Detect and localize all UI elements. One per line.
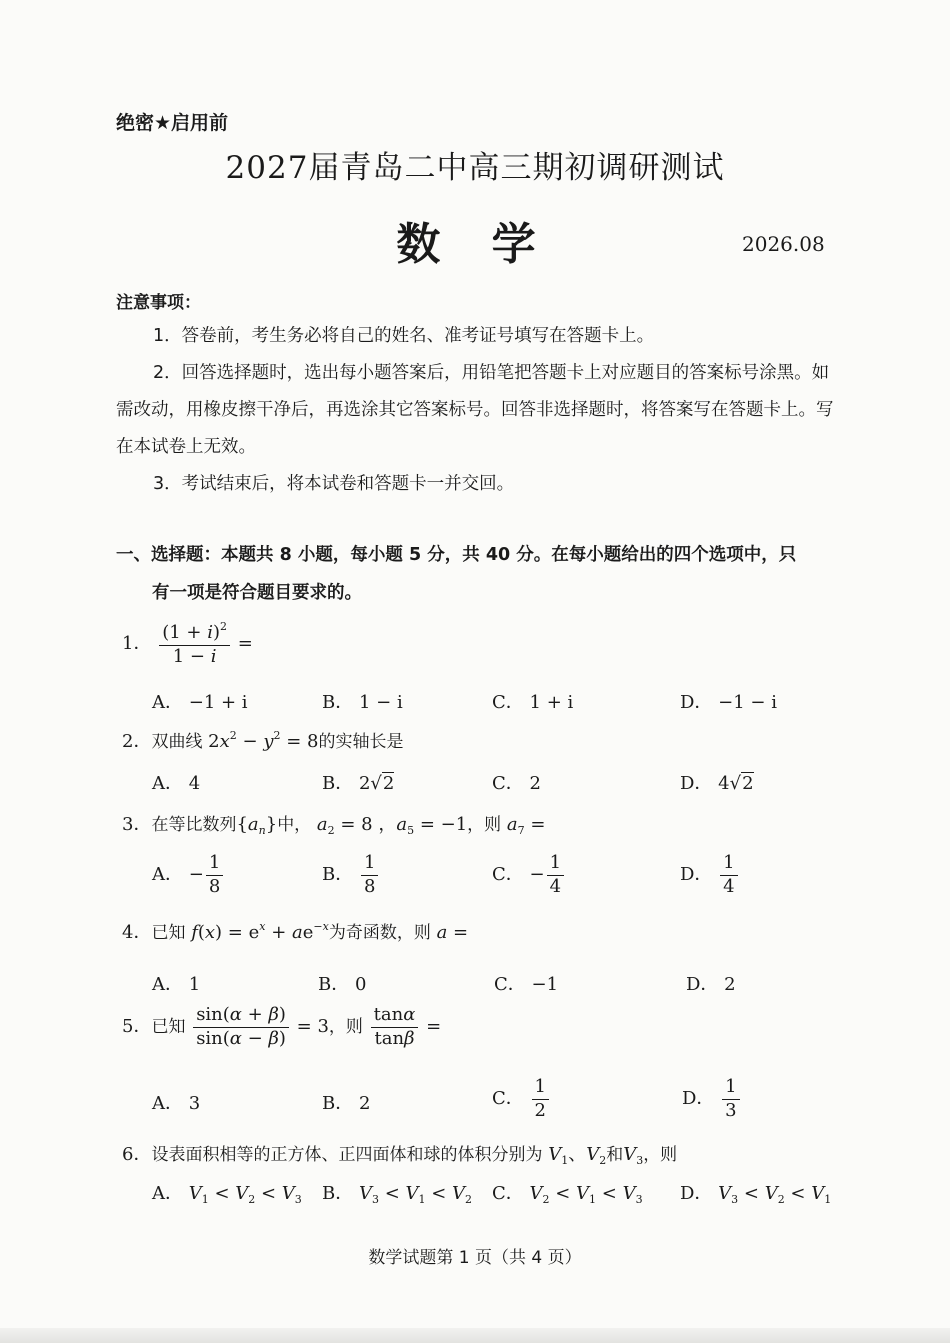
q2-option-a: A． 4: [152, 773, 201, 794]
q5-option-a: A． 3: [152, 1093, 201, 1114]
page-edge-shadow: [0, 1328, 950, 1343]
q4-option-b: B． 0: [318, 974, 367, 995]
q2-option-d: D． 4√2: [680, 773, 754, 794]
exam-date: 2026.08: [742, 232, 825, 256]
q3-option-a: A． − $\frac{1}{8}$: [152, 852, 225, 898]
q3-option-c: C． − $\frac{1}{4}$: [492, 852, 566, 898]
q6-option-b: B． $V_3 < V_1 < V_2$: [322, 1183, 473, 1206]
q6-option-a: A． $V_1 < V_2 < V_3$: [152, 1183, 302, 1206]
subject-title: 数 学: [396, 219, 554, 270]
notice-item-1: 1．答卷前，考生务必将自己的姓名、准考证号填写在答题卡上。: [153, 326, 655, 346]
q6-option-d: D． $V_3 < V_2 < V_1$: [680, 1183, 832, 1206]
exam-title: 2027届青岛二中高三期初调研测试: [225, 150, 725, 186]
q3-option-b: B． $\frac{1}{8}$: [322, 852, 380, 898]
section-line-1: 一、选择题：本题共 8 小题，每小题 5 分，共 40 分。在每小题给出的四个选项中，只: [116, 545, 797, 565]
math-fraction: $\frac{(1 + i)^2}{1 - i}$: [159, 620, 230, 668]
section-line-2: 有一项是符合题目要求的。: [152, 583, 362, 603]
q6-option-c: C． $V_2 < V_1 < V_3$: [492, 1183, 643, 1206]
question-1: 1． $\frac{(1 + i)^2}{1 - i}$ =: [122, 620, 253, 667]
page-footer: 数学试题第 1 页（共 4 页）: [368, 1248, 582, 1268]
q4-option-d: D． 2: [686, 974, 736, 995]
q4-option-c: C． −1: [494, 974, 559, 995]
q1-option-a: A． −1 + i: [152, 692, 248, 713]
question-6: 6．设表面积相等的正方体、正四面体和球的体积分别为 $V_1$、$V_2$和$V_3$，则: [122, 1144, 678, 1167]
q5-option-d: D． $\frac{1}{3}$: [682, 1076, 742, 1122]
confidential-label: 绝密★启用前: [116, 112, 229, 134]
q1-option-b: B． 1 − i: [322, 692, 403, 713]
q1-option-d: D． −1 − i: [680, 692, 777, 713]
question-3: 3．在等比数列$\{a_n\}$中， $a_2 = 8$ ，$a_5 = -1$，则 $a_7$ =: [122, 814, 546, 837]
question-2: 2．双曲线 $2x^2 - y^2 = 8$的实轴长是: [122, 729, 404, 752]
notice-item-3: 3．考试结束后，将本试卷和答题卡一并交回。: [153, 474, 515, 494]
q2-option-b: B． 2√2: [322, 773, 395, 794]
question-5: 5．已知 $\frac{\sin(\alpha + \beta)}{\sin(\alpha - \beta)}$ = 3，则 $\frac{\tan\alpha}{\tan\beta}$ =: [122, 1004, 442, 1049]
notice-heading: 注意事项：: [116, 293, 201, 313]
q3-option-d: D． $\frac{1}{4}$: [680, 852, 740, 898]
question-4: 4．已知 $f(x) = e^x + ae^{-x}$为奇函数，则 a =: [122, 920, 469, 943]
question-number: 1．: [122, 633, 152, 654]
q4-option-a: A． 1: [152, 974, 201, 995]
section-heading: [116, 536, 846, 612]
q5-option-c: C． $\frac{1}{2}$: [492, 1076, 551, 1122]
notice-item-2: 2．回答选择题时，选出每小题答案后，用铅笔把答题卡上对应题目的答案标号涂黑。如需改动，用橡皮擦干净后，再选涂其它答案标号。回答非选择题时，将答案写在答题卡上。写在本试卷上无效。: [116, 363, 834, 457]
q1-option-c: C． 1 + i: [492, 692, 574, 713]
q5-option-b: B． 2: [322, 1093, 371, 1114]
q2-option-c: C． 2: [492, 773, 541, 794]
